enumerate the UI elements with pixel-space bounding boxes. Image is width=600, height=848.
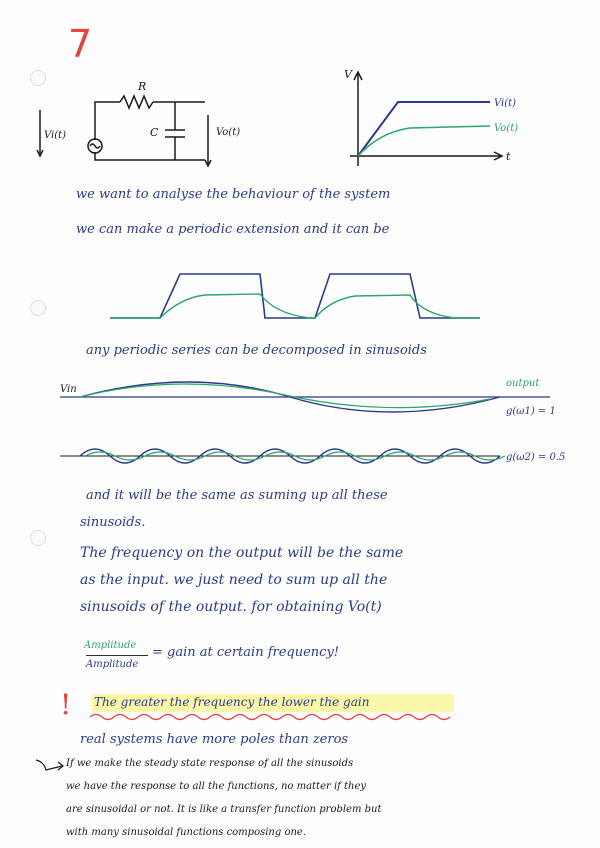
y-axis-label: V (344, 68, 352, 81)
periodic-extension-plot (110, 262, 510, 332)
warning-text: The greater the frequency the lower the gain (94, 695, 370, 709)
input-series-label: Vi(t) (494, 98, 517, 109)
sine-left-label: Vin (60, 384, 77, 395)
text-line-5: sinusoids. (80, 515, 146, 530)
text-line-7: as the input. we just need to sum up all the (80, 572, 388, 588)
punch-hole (30, 530, 46, 546)
text-line-13: with many sinusoidal functions composing one. (66, 827, 307, 838)
gain-equation: = gain at certain frequency! (152, 645, 340, 660)
text-line-3: any periodic series can be decomposed in sinusoids (86, 343, 427, 358)
text-line-6: The frequency on the output will be the same (80, 545, 404, 561)
x-axis-label: t (506, 150, 511, 163)
text-line-8: sinusoids of the output. for obtaining Vo(t) (80, 599, 382, 615)
input-step-line (358, 102, 490, 156)
text-line-10: If we make the steady state response of all the sinusoids (66, 758, 354, 769)
resistor-label: R (138, 80, 147, 93)
capacitor-label: C (150, 126, 159, 139)
text-line-9: real systems have more poles than zeros (80, 732, 349, 747)
rc-circuit-diagram (20, 80, 270, 180)
text-line-1: we want to analyse the behaviour of the system (76, 187, 391, 202)
output-series-label: Vo(t) (494, 123, 519, 134)
arrow-icon (34, 756, 66, 776)
fraction-bar (86, 655, 148, 656)
gain-label-1: g(ω1) = 1 (506, 406, 556, 417)
fraction-denominator: Amplitude (86, 659, 139, 670)
fundamental-sine-plot (60, 372, 560, 422)
text-line-11: we have the response to all the functions, no matter if they (66, 781, 367, 792)
text-line-2: we can make a periodic extension and it can be (76, 222, 390, 237)
output-label: Vo(t) (216, 127, 241, 138)
harmonic-sine-plot (60, 436, 566, 476)
capacitor-symbol (165, 130, 185, 137)
fraction-numerator: Amplitude (84, 640, 137, 651)
resistor-symbol (120, 96, 153, 108)
input-label: Vi(t) (44, 130, 67, 141)
input-periodic-line (110, 274, 480, 318)
punch-hole (30, 300, 46, 316)
text-line-12: are sinusoidal or not. It is like a transfer function problem but (66, 804, 382, 815)
sine-right-label: output (506, 378, 540, 389)
wavy-underline (90, 712, 460, 722)
exclamation-icon: ! (60, 688, 72, 721)
page-number: 7 (68, 22, 93, 66)
gain-label-2: g(ω2) = 0.5 (506, 452, 566, 463)
text-line-4: and it will be the same as suming up all these (86, 488, 388, 503)
step-response-plot (340, 66, 550, 176)
